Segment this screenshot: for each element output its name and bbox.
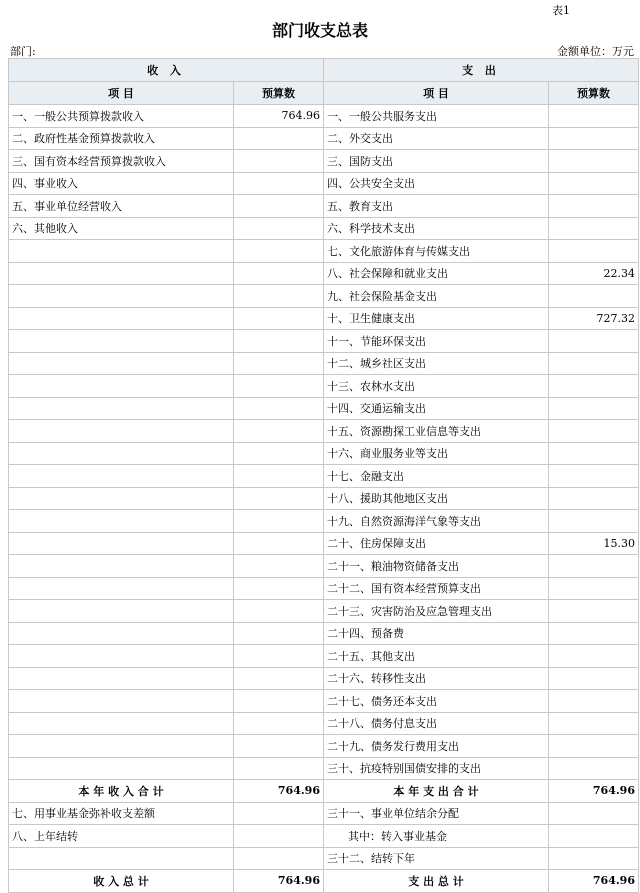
expense-value-cell [549, 105, 639, 128]
grand-total-row [9, 870, 639, 893]
income-value-cell [234, 442, 324, 465]
table-row [9, 150, 639, 173]
income-value-cell [234, 240, 324, 263]
table-row [9, 172, 639, 195]
table-row [9, 397, 639, 420]
expense-item-cell: 十七、金融支出 [324, 465, 549, 488]
expense-item-cell: 八、社会保障和就业支出 [324, 262, 549, 285]
income-item-cell [9, 420, 234, 443]
expense-value-cell [549, 487, 639, 510]
table-row [9, 847, 639, 870]
expense-value-cell [549, 735, 639, 758]
expense-item-cell: 十九、自然资源海洋气象等支出 [324, 510, 549, 533]
table-row [9, 307, 639, 330]
income-item-cell [9, 330, 234, 353]
expense-value-cell: 15.30 [549, 532, 639, 555]
income-item-cell [9, 847, 234, 870]
expense-item-cell: 三、国防支出 [324, 150, 549, 173]
expense-item-cell: 一、一般公共服务支出 [324, 105, 549, 128]
table-row [9, 217, 639, 240]
expense-value-cell [549, 397, 639, 420]
section-header-row [9, 59, 639, 82]
income-value-cell [234, 375, 324, 398]
income-value-cell [234, 735, 324, 758]
expense-value-cell [549, 847, 639, 870]
expense-item-cell: 十、卫生健康支出 [324, 307, 549, 330]
table-row [9, 555, 639, 578]
expense-item-cell: 六、科学技术支出 [324, 217, 549, 240]
income-value-cell [234, 420, 324, 443]
expense-item-header: 项 目 [324, 82, 549, 105]
expense-item-cell: 二十七、债务还本支出 [324, 690, 549, 713]
income-budget-header: 预算数 [234, 82, 324, 105]
income-value-cell [234, 712, 324, 735]
income-value-cell [234, 330, 324, 353]
income-value-cell [234, 667, 324, 690]
expense-value-cell [549, 285, 639, 308]
income-item-cell [9, 240, 234, 263]
table-row [9, 105, 639, 128]
income-item-header: 项 目 [9, 82, 234, 105]
expense-year-total-value: 764.96 [549, 780, 639, 803]
expense-value-cell [549, 667, 639, 690]
expense-item-cell: 二十四、预备费 [324, 622, 549, 645]
income-value-cell [234, 487, 324, 510]
expense-value-cell [549, 825, 639, 848]
income-item-cell: 七、用事业基金弥补收支差额 [9, 802, 234, 825]
income-value-cell [234, 802, 324, 825]
expense-item-cell: 二十、住房保障支出 [324, 532, 549, 555]
expense-value-cell [549, 195, 639, 218]
expense-value-cell [549, 150, 639, 173]
expense-item-cell: 其中：转入事业基金 [324, 825, 549, 848]
expense-value-cell [549, 330, 639, 353]
income-value-cell [234, 195, 324, 218]
income-value-cell [234, 532, 324, 555]
income-item-cell: 一、一般公共预算拨款收入 [9, 105, 234, 128]
expense-item-cell: 三十、抗疫特别国债安排的支出 [324, 757, 549, 780]
income-value-cell [234, 150, 324, 173]
table-row [9, 127, 639, 150]
income-item-cell [9, 577, 234, 600]
department-label: 部门: [10, 45, 36, 58]
income-section-header: 收 入 [9, 59, 324, 82]
income-value-cell [234, 397, 324, 420]
expense-item-cell: 十三、农林水支出 [324, 375, 549, 398]
income-value-cell [234, 757, 324, 780]
income-item-cell: 八、上年结转 [9, 825, 234, 848]
income-value-cell [234, 465, 324, 488]
expense-item-cell: 二十一、粮油物资储备支出 [324, 555, 549, 578]
expense-value-cell [549, 645, 639, 668]
income-value-cell [234, 172, 324, 195]
income-value-cell [234, 847, 324, 870]
income-item-cell [9, 352, 234, 375]
table-row [9, 510, 639, 533]
expense-value-cell [549, 600, 639, 623]
expense-value-cell [549, 555, 639, 578]
table-row [9, 735, 639, 758]
table-row [9, 330, 639, 353]
expense-value-cell [549, 375, 639, 398]
expense-value-cell [549, 802, 639, 825]
income-value-cell [234, 690, 324, 713]
income-item-cell: 六、其他收入 [9, 217, 234, 240]
table-row [9, 622, 639, 645]
expense-item-cell: 二十九、债务发行费用支出 [324, 735, 549, 758]
table-row [9, 600, 639, 623]
income-year-total-value: 764.96 [234, 780, 324, 803]
income-grand-total-label: 收 入 总 计 [9, 870, 234, 893]
income-value-cell [234, 825, 324, 848]
expense-item-cell: 十五、资源勘探工业信息等支出 [324, 420, 549, 443]
income-item-cell [9, 645, 234, 668]
expense-value-cell: 22.34 [549, 262, 639, 285]
income-value-cell [234, 510, 324, 533]
income-value-cell [234, 622, 324, 645]
income-item-cell [9, 307, 234, 330]
expense-value-cell [549, 127, 639, 150]
table-row [9, 285, 639, 308]
table-row [9, 375, 639, 398]
expense-item-cell: 二十八、债务付息支出 [324, 712, 549, 735]
expense-item-cell: 二十六、转移性支出 [324, 667, 549, 690]
expense-item-cell: 四、公共安全支出 [324, 172, 549, 195]
table-id: 表1 [552, 4, 570, 17]
income-item-cell [9, 532, 234, 555]
income-item-cell [9, 375, 234, 398]
income-year-total-label: 本 年 收 入 合 计 [9, 780, 234, 803]
table-row [9, 442, 639, 465]
table-row [9, 262, 639, 285]
expense-item-cell: 二十三、灾害防治及应急管理支出 [324, 600, 549, 623]
expense-year-total-label: 本 年 支 出 合 计 [324, 780, 549, 803]
expense-value-cell [549, 622, 639, 645]
expense-item-cell: 十六、商业服务业等支出 [324, 442, 549, 465]
table-row [9, 195, 639, 218]
table-row [9, 825, 639, 848]
expense-value-cell [549, 757, 639, 780]
income-item-cell [9, 600, 234, 623]
column-header-row [9, 82, 639, 105]
income-item-cell [9, 757, 234, 780]
expense-item-cell: 七、文化旅游体育与传媒支出 [324, 240, 549, 263]
expense-value-cell [549, 510, 639, 533]
income-item-cell [9, 712, 234, 735]
table-row [9, 532, 639, 555]
expense-value-cell [549, 712, 639, 735]
expense-budget-header: 预算数 [549, 82, 639, 105]
income-value-cell [234, 217, 324, 240]
expense-value-cell [549, 217, 639, 240]
income-value-cell [234, 127, 324, 150]
expense-grand-total-value: 764.96 [549, 870, 639, 893]
income-value-cell: 764.96 [234, 105, 324, 128]
expense-value-cell [549, 420, 639, 443]
income-item-cell [9, 622, 234, 645]
income-value-cell [234, 645, 324, 668]
table-row [9, 240, 639, 263]
income-value-cell [234, 600, 324, 623]
table-row [9, 757, 639, 780]
income-item-cell [9, 285, 234, 308]
expense-item-cell: 十八、援助其他地区支出 [324, 487, 549, 510]
expense-item-cell: 五、教育支出 [324, 195, 549, 218]
unit-label: 金额单位：万元 [557, 45, 634, 58]
expense-value-cell [549, 240, 639, 263]
expense-item-cell: 二、外交支出 [324, 127, 549, 150]
income-item-cell [9, 397, 234, 420]
income-item-cell [9, 262, 234, 285]
income-value-cell [234, 307, 324, 330]
income-item-cell [9, 690, 234, 713]
expense-value-cell [549, 690, 639, 713]
budget-table [8, 58, 639, 893]
expense-value-cell [549, 352, 639, 375]
income-item-cell: 三、国有资本经营预算拨款收入 [9, 150, 234, 173]
expense-item-cell: 二十五、其他支出 [324, 645, 549, 668]
income-item-cell [9, 667, 234, 690]
income-item-cell [9, 555, 234, 578]
expense-item-cell: 九、社会保险基金支出 [324, 285, 549, 308]
expense-value-cell [549, 577, 639, 600]
table-row [9, 712, 639, 735]
expense-item-cell: 三十一、事业单位结余分配 [324, 802, 549, 825]
expense-value-cell: 727.32 [549, 307, 639, 330]
income-item-cell [9, 487, 234, 510]
table-row [9, 487, 639, 510]
expense-section-header: 支 出 [324, 59, 639, 82]
expense-value-cell [549, 442, 639, 465]
table-row [9, 802, 639, 825]
income-item-cell: 五、事业单位经营收入 [9, 195, 234, 218]
income-item-cell [9, 510, 234, 533]
table-row [9, 577, 639, 600]
income-value-cell [234, 352, 324, 375]
table-row [9, 667, 639, 690]
income-grand-total-value: 764.96 [234, 870, 324, 893]
expense-grand-total-label: 支 出 总 计 [324, 870, 549, 893]
income-item-cell [9, 465, 234, 488]
income-item-cell [9, 735, 234, 758]
year-total-row [9, 780, 639, 803]
expense-value-cell [549, 172, 639, 195]
income-value-cell [234, 285, 324, 308]
income-item-cell: 二、政府性基金预算拨款收入 [9, 127, 234, 150]
table-row [9, 352, 639, 375]
expense-item-cell: 十二、城乡社区支出 [324, 352, 549, 375]
table-row [9, 690, 639, 713]
income-item-cell [9, 442, 234, 465]
income-value-cell [234, 555, 324, 578]
income-item-cell: 四、事业收入 [9, 172, 234, 195]
table-row [9, 420, 639, 443]
income-value-cell [234, 577, 324, 600]
table-row [9, 645, 639, 668]
expense-item-cell: 二十二、国有资本经营预算支出 [324, 577, 549, 600]
expense-value-cell [549, 465, 639, 488]
expense-item-cell: 三十二、结转下年 [324, 847, 549, 870]
expense-item-cell: 十一、节能环保支出 [324, 330, 549, 353]
page-title: 部门收支总表 [271, 21, 368, 40]
income-value-cell [234, 262, 324, 285]
table-row [9, 465, 639, 488]
expense-item-cell: 十四、交通运输支出 [324, 397, 549, 420]
